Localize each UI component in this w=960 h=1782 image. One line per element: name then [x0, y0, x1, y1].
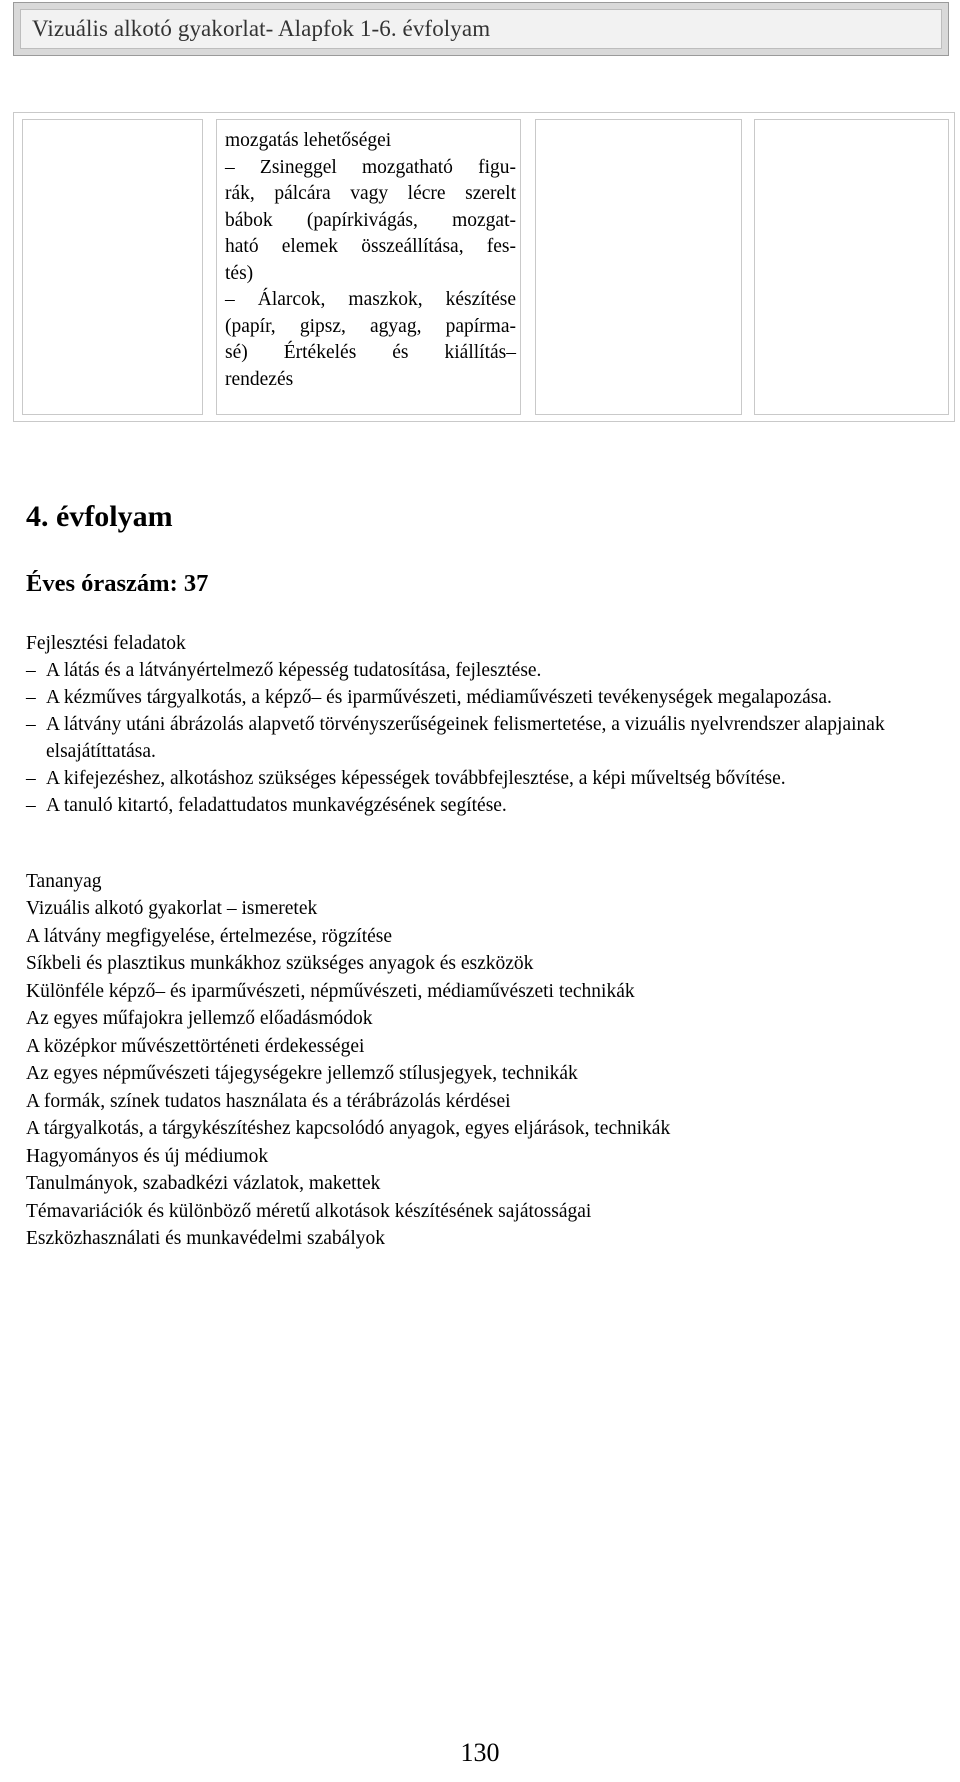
dash-bullet: –: [26, 795, 36, 816]
list-item: Hagyományos és új médiumok: [26, 1145, 269, 1167]
dash-bullet: –: [26, 660, 36, 681]
cell-line: – Álarcok, maszkok, készítése: [225, 289, 516, 310]
table-cell-4: [754, 119, 949, 415]
running-header-title: Vizuális alkotó gyakorlat- Alapfok 1-6. évfolyam: [32, 16, 491, 41]
list-item: – A látvány utáni ábrázolás alapvető törvényszerűségeinek felismertetése, a vizuális nyelvrendszer alapjainak elsajátíttatása.: [26, 711, 946, 765]
list-item: – A kifejezéshez, alkotáshoz szükséges képességek továbbfejlesztése, a képi műveltség bővítése.: [26, 765, 946, 792]
table-cell-1: [22, 119, 203, 415]
cell-line: sé) Értékelés és kiállítás–: [225, 342, 516, 363]
list-item: Eszközhasználati és munkavédelmi szabályok: [26, 1228, 385, 1249]
cell-line: mozgatás lehetőségei: [225, 130, 392, 151]
list-item: Vizuális alkotó gyakorlat – ismeretek: [26, 898, 318, 919]
curriculum-title: Tananyag: [26, 871, 102, 892]
list-item: – A kézműves tárgyalkotás, a képző– és iparművészeti, médiaművészeti tevékenységek megalapozása.: [26, 684, 946, 711]
cell-line: bábok (papírkivágás, mozgat-: [225, 209, 516, 231]
list-item: A látvány megfigyelése, értelmezése, rögzítése: [26, 925, 393, 947]
list-item: – A látás és a látványértelmező képesség tudatosítása, fejlesztése.: [26, 657, 946, 684]
dash-bullet: –: [26, 714, 36, 735]
annual-hours-heading: Éves óraszám: 37: [26, 570, 209, 597]
dash-bullet: –: [26, 768, 36, 789]
cell-line: tés): [225, 262, 254, 284]
cell-line: ható elemek összeállítása, fes-: [225, 236, 516, 257]
list-item: Az egyes műfajokra jellemző előadásmódok: [26, 1008, 373, 1029]
development-tasks-title: Fejlesztési feladatok: [26, 633, 186, 654]
cell-line: rendezés: [225, 368, 294, 390]
list-item: Az egyes népművészeti tájegységekre jellemző stílusjegyek, technikák: [26, 1063, 578, 1084]
cell-line: – Zsineggel mozgatható figu-: [225, 156, 516, 178]
table-cell-3: [535, 119, 742, 415]
development-tasks-section: [26, 630, 946, 819]
dash-bullet: –: [26, 687, 36, 708]
page-number: 130: [460, 1738, 500, 1767]
cell-line: (papír, gipsz, agyag, papírma-: [225, 315, 516, 337]
table-cell-2: [216, 119, 521, 415]
list-item: A formák, színek tudatos használata és a térábrázolás kérdései: [26, 1090, 511, 1112]
running-header: [13, 2, 949, 56]
grade-heading: 4. évfolyam: [26, 500, 173, 533]
list-item: – A tanuló kitartó, feladattudatos munkavégzésének segítése.: [26, 792, 946, 819]
list-item: A középkor művészettörténeti érdekességei: [26, 1035, 365, 1057]
curriculum-section: [26, 868, 946, 1253]
running-header-inner: [20, 9, 942, 49]
list-item: Témavariációk és különböző méretű alkotások készítésének sajátosságai: [26, 1200, 592, 1222]
list-item: Különféle képző– és iparművészeti, népművészeti, médiaművészeti technikák: [26, 980, 635, 1002]
table-cell-text: [225, 128, 516, 393]
continuation-table: [13, 112, 955, 422]
list-item: Síkbeli és plasztikus munkákhoz szükséges anyagok és eszközök: [26, 953, 534, 974]
list-item: Tanulmányok, szabadkézi vázlatok, makettek: [26, 1173, 381, 1194]
list-item: A tárgyalkotás, a tárgykészítéshez kapcsolódó anyagok, egyes eljárások, technikák: [26, 1118, 671, 1139]
cell-line: rák, pálcára vagy lécre szerelt: [225, 183, 516, 204]
